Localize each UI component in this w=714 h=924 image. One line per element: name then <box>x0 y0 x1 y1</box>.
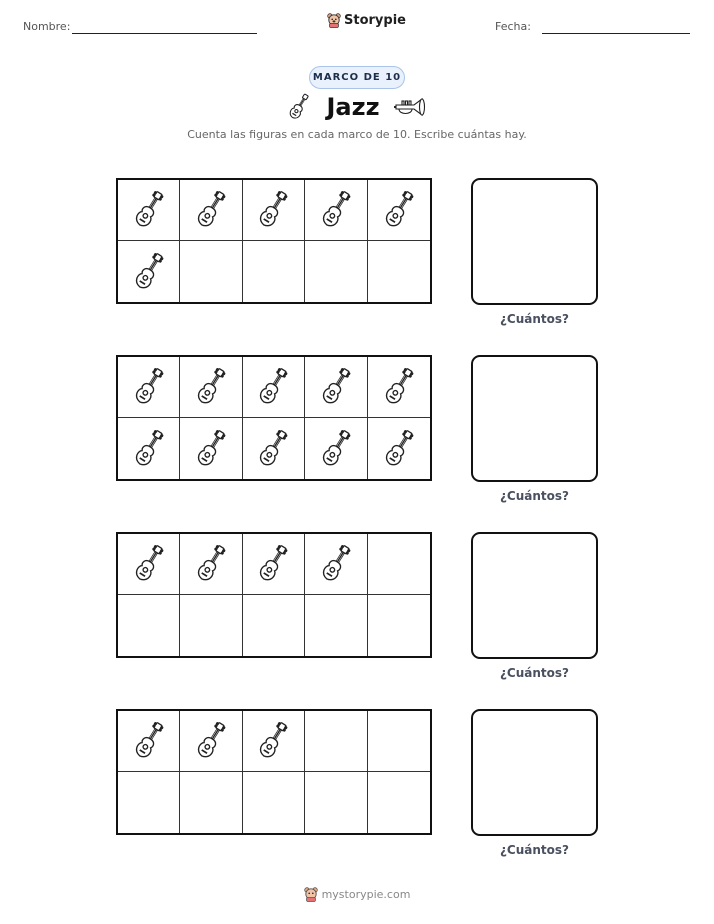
frame-cell <box>368 595 430 656</box>
guitar-icon <box>134 187 164 233</box>
frame-cell <box>243 595 305 656</box>
guitar-icon <box>321 541 351 587</box>
footer-url: mystorypie.com <box>321 888 411 901</box>
frame-cell <box>368 772 430 833</box>
guitar-icon <box>258 718 288 764</box>
brand-logo <box>327 13 406 28</box>
frame-cell <box>368 180 430 241</box>
trumpet-icon <box>394 95 428 119</box>
frame-cell <box>180 711 242 772</box>
frame-cell <box>368 534 430 595</box>
bear-mascot-icon <box>327 13 341 28</box>
guitar-icon <box>258 541 288 587</box>
frame-cell <box>180 534 242 595</box>
page-title: Jazz <box>326 93 380 121</box>
frame-cell <box>305 534 367 595</box>
guitar-icon <box>196 426 226 472</box>
frame-cell <box>243 711 305 772</box>
instructions: Cuenta las figuras en cada marco de 10. Escribe cuántas hay. <box>187 128 527 141</box>
footer <box>0 887 714 902</box>
frame-cell <box>243 180 305 241</box>
frame-cell <box>305 241 367 302</box>
guitar-icon <box>384 426 414 472</box>
guitar-icon <box>321 426 351 472</box>
guitar-icon <box>196 364 226 410</box>
answer-box[interactable] <box>471 532 598 659</box>
title-row <box>0 92 714 122</box>
answer-label: ¿Cuántos? <box>499 666 570 680</box>
answer-label: ¿Cuántos? <box>499 312 570 326</box>
guitar-icon <box>134 541 164 587</box>
frame-cell <box>180 180 242 241</box>
frame-cell <box>118 180 180 241</box>
ten-frame <box>116 709 432 835</box>
frame-cell <box>368 241 430 302</box>
frame-cell <box>243 772 305 833</box>
frame-cell <box>368 357 430 418</box>
frame-cell <box>243 357 305 418</box>
frame-cell <box>305 711 367 772</box>
frame-cell <box>305 418 367 479</box>
frame-cell <box>305 357 367 418</box>
frame-cell <box>180 418 242 479</box>
guitar-icon <box>196 718 226 764</box>
frame-cell <box>305 595 367 656</box>
frame-cell <box>243 418 305 479</box>
answer-label: ¿Cuántos? <box>499 489 570 503</box>
guitar-icon <box>384 364 414 410</box>
guitar-icon <box>196 541 226 587</box>
frame-cell <box>118 534 180 595</box>
guitar-icon <box>258 426 288 472</box>
frame-cell <box>118 241 180 302</box>
guitar-icon <box>134 718 164 764</box>
ten-frame <box>116 532 432 658</box>
frame-cell <box>305 180 367 241</box>
ten-frame <box>116 355 432 481</box>
guitar-icon <box>196 187 226 233</box>
frame-cell <box>118 357 180 418</box>
frame-cell <box>368 711 430 772</box>
frame-cell <box>180 241 242 302</box>
answer-box[interactable] <box>471 709 598 836</box>
guitar-icon <box>258 364 288 410</box>
brand-name: Storypie <box>344 13 406 28</box>
guitar-icon <box>134 364 164 410</box>
frame-cell <box>180 772 242 833</box>
frame-cell <box>118 772 180 833</box>
date-label: Fecha: <box>495 20 531 33</box>
frame-cell <box>118 595 180 656</box>
guitar-icon <box>258 187 288 233</box>
name-line[interactable] <box>72 33 257 34</box>
bear-mascot-icon <box>304 887 318 902</box>
frame-cell <box>180 357 242 418</box>
guitar-icon <box>321 187 351 233</box>
guitar-icon <box>134 426 164 472</box>
guitar-icon <box>286 92 312 122</box>
frame-cell <box>368 418 430 479</box>
guitar-icon <box>134 249 164 295</box>
answer-box[interactable] <box>471 355 598 482</box>
frame-cell <box>243 241 305 302</box>
guitar-icon <box>384 187 414 233</box>
frame-cell <box>180 595 242 656</box>
frame-cell <box>118 418 180 479</box>
guitar-icon <box>321 364 351 410</box>
date-line[interactable] <box>542 33 690 34</box>
worksheet-badge: MARCO DE 10 <box>309 66 405 89</box>
answer-box[interactable] <box>471 178 598 305</box>
frame-cell <box>243 534 305 595</box>
frame-cell <box>305 772 367 833</box>
answer-label: ¿Cuántos? <box>499 843 570 857</box>
frame-cell <box>118 711 180 772</box>
ten-frame <box>116 178 432 304</box>
name-label: Nombre: <box>23 20 71 33</box>
